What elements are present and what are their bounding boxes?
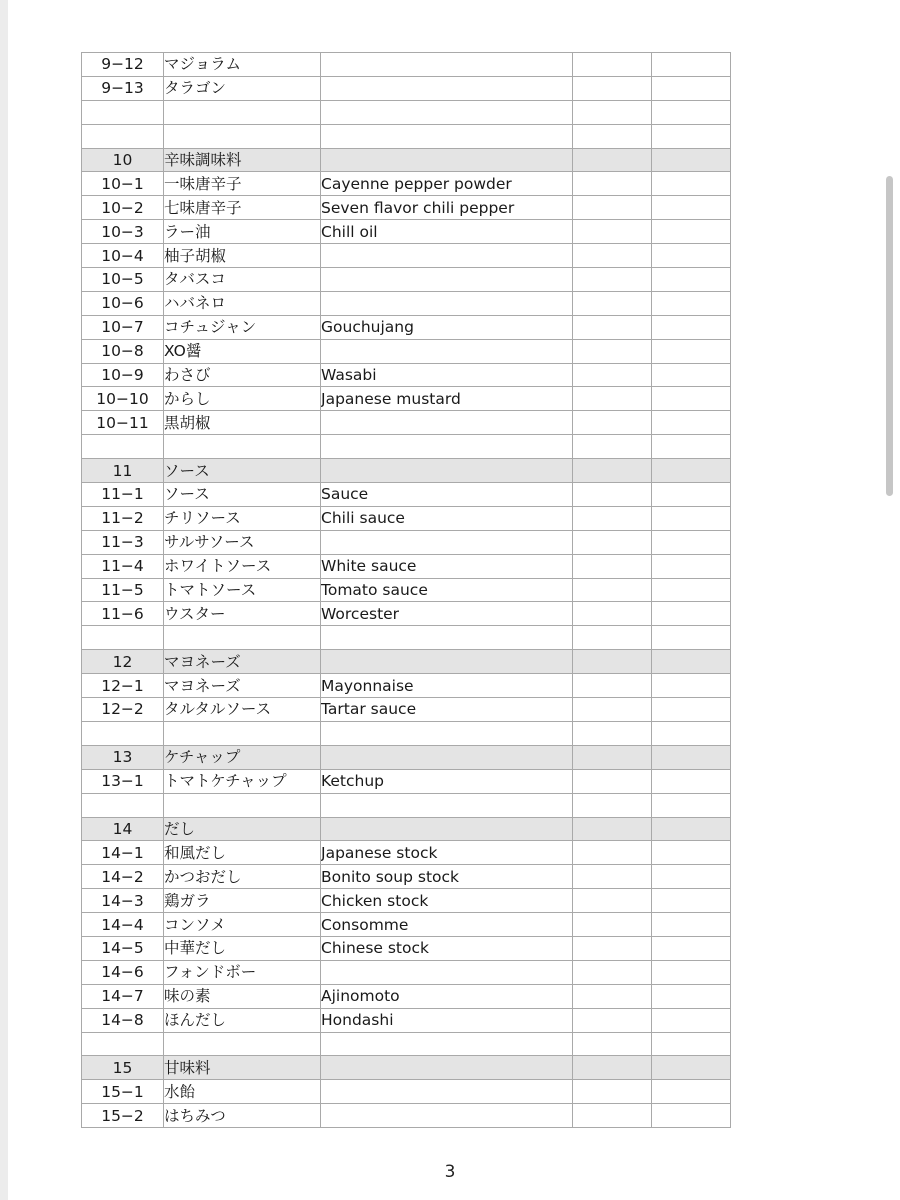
english-name-cell	[321, 435, 573, 459]
japanese-name-cell: ソース	[164, 483, 321, 507]
japanese-name-cell: からし	[164, 387, 321, 411]
table-row	[82, 769, 731, 793]
table-row	[82, 291, 731, 315]
empty-cell	[573, 268, 652, 292]
japanese-name-cell	[164, 793, 321, 817]
empty-cell	[573, 506, 652, 530]
empty-cell	[573, 960, 652, 984]
english-name-cell	[321, 100, 573, 124]
empty-cell	[573, 315, 652, 339]
english-name-cell: Cayenne pepper powder	[321, 172, 573, 196]
empty-cell	[573, 196, 652, 220]
item-number-cell	[82, 124, 164, 148]
table-row	[82, 220, 731, 244]
empty-cell	[652, 650, 731, 674]
empty-cell	[652, 53, 731, 77]
japanese-name-cell: ウスター	[164, 602, 321, 626]
english-name-cell	[321, 960, 573, 984]
english-name-cell	[321, 76, 573, 100]
empty-cell	[652, 483, 731, 507]
empty-cell	[573, 698, 652, 722]
table-row	[82, 960, 731, 984]
empty-cell	[652, 363, 731, 387]
empty-cell	[573, 483, 652, 507]
empty-cell	[652, 530, 731, 554]
item-number-cell: 14−1	[82, 841, 164, 865]
empty-cell	[652, 889, 731, 913]
empty-cell	[573, 674, 652, 698]
japanese-name-cell: 味の素	[164, 984, 321, 1008]
english-name-cell	[321, 291, 573, 315]
empty-cell	[652, 793, 731, 817]
blank-row	[82, 793, 731, 817]
empty-cell	[573, 148, 652, 172]
category-row	[82, 459, 731, 483]
japanese-name-cell: はちみつ	[164, 1104, 321, 1128]
item-number-cell: 15−2	[82, 1104, 164, 1128]
category-row	[82, 1056, 731, 1080]
table-row	[82, 1104, 731, 1128]
english-name-cell	[321, 626, 573, 650]
english-name-cell: Gouchujang	[321, 315, 573, 339]
item-number-cell: 14−2	[82, 865, 164, 889]
item-number-cell: 11−2	[82, 506, 164, 530]
item-number-cell: 11−4	[82, 554, 164, 578]
table-row	[82, 1080, 731, 1104]
empty-cell	[573, 936, 652, 960]
item-number-cell: 11	[82, 459, 164, 483]
empty-cell	[573, 100, 652, 124]
japanese-name-cell	[164, 100, 321, 124]
empty-cell	[652, 506, 731, 530]
empty-cell	[652, 124, 731, 148]
table-row	[82, 554, 731, 578]
japanese-name-cell: 七味唐辛子	[164, 196, 321, 220]
empty-cell	[573, 291, 652, 315]
japanese-name-cell: サルサソース	[164, 530, 321, 554]
empty-cell	[652, 1104, 731, 1128]
empty-cell	[652, 578, 731, 602]
english-name-cell	[321, 530, 573, 554]
item-number-cell: 13−1	[82, 769, 164, 793]
empty-cell	[652, 626, 731, 650]
category-row	[82, 148, 731, 172]
english-name-cell	[321, 745, 573, 769]
table-row	[82, 602, 731, 626]
table-row	[82, 984, 731, 1008]
empty-cell	[573, 339, 652, 363]
english-name-cell	[321, 411, 573, 435]
japanese-name-cell: チリソース	[164, 506, 321, 530]
item-number-cell: 15−1	[82, 1080, 164, 1104]
empty-cell	[652, 1032, 731, 1056]
english-name-cell: Sauce	[321, 483, 573, 507]
japanese-name-cell: ソース	[164, 459, 321, 483]
table-row	[82, 411, 731, 435]
japanese-name-cell: マヨネーズ	[164, 674, 321, 698]
empty-cell	[573, 387, 652, 411]
english-name-cell: Tomato sauce	[321, 578, 573, 602]
item-number-cell: 10−7	[82, 315, 164, 339]
english-name-cell	[321, 268, 573, 292]
item-number-cell: 10−10	[82, 387, 164, 411]
english-name-cell: Ajinomoto	[321, 984, 573, 1008]
japanese-name-cell: コチュジャン	[164, 315, 321, 339]
japanese-name-cell: 和風だし	[164, 841, 321, 865]
empty-cell	[573, 1032, 652, 1056]
empty-cell	[573, 220, 652, 244]
english-name-cell: Chill oil	[321, 220, 573, 244]
table-row	[82, 865, 731, 889]
empty-cell	[652, 674, 731, 698]
item-number-cell: 14−5	[82, 936, 164, 960]
category-row	[82, 817, 731, 841]
english-name-cell: Wasabi	[321, 363, 573, 387]
english-name-cell	[321, 339, 573, 363]
empty-cell	[573, 889, 652, 913]
table-row	[82, 1008, 731, 1032]
empty-cell	[573, 459, 652, 483]
empty-cell	[652, 817, 731, 841]
empty-cell	[652, 196, 731, 220]
english-name-cell	[321, 124, 573, 148]
japanese-name-cell: わさび	[164, 363, 321, 387]
english-name-cell: Ketchup	[321, 769, 573, 793]
empty-cell	[652, 960, 731, 984]
table-row	[82, 698, 731, 722]
empty-cell	[573, 411, 652, 435]
category-row	[82, 745, 731, 769]
empty-cell	[652, 841, 731, 865]
table-row	[82, 483, 731, 507]
empty-cell	[573, 1056, 652, 1080]
japanese-name-cell: ホワイトソース	[164, 554, 321, 578]
table-row	[82, 268, 731, 292]
english-name-cell	[321, 53, 573, 77]
empty-cell	[652, 554, 731, 578]
english-name-cell	[321, 1104, 573, 1128]
item-number-cell: 11−5	[82, 578, 164, 602]
empty-cell	[573, 76, 652, 100]
japanese-name-cell: 中華だし	[164, 936, 321, 960]
table-row	[82, 244, 731, 268]
english-name-cell: Bonito soup stock	[321, 865, 573, 889]
empty-cell	[573, 721, 652, 745]
table-row	[82, 339, 731, 363]
empty-cell	[573, 650, 652, 674]
item-number-cell: 10−6	[82, 291, 164, 315]
empty-cell	[652, 1056, 731, 1080]
empty-cell	[573, 53, 652, 77]
item-number-cell	[82, 435, 164, 459]
japanese-name-cell: マヨネーズ	[164, 650, 321, 674]
english-name-cell: Chinese stock	[321, 936, 573, 960]
empty-cell	[652, 315, 731, 339]
english-name-cell	[321, 244, 573, 268]
empty-cell	[652, 984, 731, 1008]
empty-cell	[573, 984, 652, 1008]
empty-cell	[652, 769, 731, 793]
english-name-cell: Seven flavor chili pepper	[321, 196, 573, 220]
japanese-name-cell: 黒胡椒	[164, 411, 321, 435]
blank-row	[82, 100, 731, 124]
japanese-name-cell: XO醤	[164, 339, 321, 363]
japanese-name-cell	[164, 1032, 321, 1056]
empty-cell	[573, 554, 652, 578]
empty-cell	[573, 841, 652, 865]
table-row	[82, 315, 731, 339]
item-number-cell: 11−3	[82, 530, 164, 554]
seasoning-table	[81, 52, 731, 1128]
japanese-name-cell: ケチャップ	[164, 745, 321, 769]
table-row	[82, 841, 731, 865]
empty-cell	[573, 578, 652, 602]
empty-cell	[652, 291, 731, 315]
empty-cell	[652, 913, 731, 937]
table-row	[82, 387, 731, 411]
empty-cell	[652, 1008, 731, 1032]
item-number-cell: 12−1	[82, 674, 164, 698]
empty-cell	[573, 363, 652, 387]
item-number-cell	[82, 721, 164, 745]
empty-cell	[573, 602, 652, 626]
item-number-cell: 10−4	[82, 244, 164, 268]
item-number-cell: 10	[82, 148, 164, 172]
english-name-cell	[321, 1056, 573, 1080]
item-number-cell: 14−7	[82, 984, 164, 1008]
item-number-cell: 12	[82, 650, 164, 674]
empty-cell	[573, 626, 652, 650]
empty-cell	[573, 865, 652, 889]
item-number-cell	[82, 626, 164, 650]
category-row	[82, 650, 731, 674]
english-name-cell: Tartar sauce	[321, 698, 573, 722]
japanese-name-cell: ほんだし	[164, 1008, 321, 1032]
blank-row	[82, 721, 731, 745]
item-number-cell	[82, 1032, 164, 1056]
english-name-cell: Chili sauce	[321, 506, 573, 530]
empty-cell	[573, 124, 652, 148]
blank-row	[82, 124, 731, 148]
japanese-name-cell: ラー油	[164, 220, 321, 244]
empty-cell	[652, 459, 731, 483]
empty-cell	[652, 1080, 731, 1104]
empty-cell	[652, 602, 731, 626]
table-row	[82, 363, 731, 387]
japanese-name-cell: タルタルソース	[164, 698, 321, 722]
empty-cell	[573, 1080, 652, 1104]
table-row	[82, 196, 731, 220]
empty-cell	[573, 817, 652, 841]
english-name-cell: Worcester	[321, 602, 573, 626]
japanese-name-cell: 鶏ガラ	[164, 889, 321, 913]
empty-cell	[652, 721, 731, 745]
item-number-cell: 14−4	[82, 913, 164, 937]
empty-cell	[652, 411, 731, 435]
english-name-cell	[321, 793, 573, 817]
empty-cell	[652, 76, 731, 100]
blank-row	[82, 435, 731, 459]
table-row	[82, 674, 731, 698]
item-number-cell: 9−13	[82, 76, 164, 100]
english-name-cell: Japanese stock	[321, 841, 573, 865]
empty-cell	[573, 1104, 652, 1128]
table-row	[82, 506, 731, 530]
item-number-cell: 14−3	[82, 889, 164, 913]
japanese-name-cell: 一味唐辛子	[164, 172, 321, 196]
empty-cell	[573, 435, 652, 459]
english-name-cell: White sauce	[321, 554, 573, 578]
page-number: 3	[444, 1162, 456, 1182]
english-name-cell: Hondashi	[321, 1008, 573, 1032]
item-number-cell: 10−3	[82, 220, 164, 244]
empty-cell	[652, 936, 731, 960]
empty-cell	[652, 435, 731, 459]
item-number-cell: 14−6	[82, 960, 164, 984]
item-number-cell	[82, 100, 164, 124]
english-name-cell	[321, 1032, 573, 1056]
item-number-cell: 10−11	[82, 411, 164, 435]
japanese-name-cell: かつおだし	[164, 865, 321, 889]
empty-cell	[652, 220, 731, 244]
english-name-cell: Consomme	[321, 913, 573, 937]
item-number-cell: 9−12	[82, 53, 164, 77]
japanese-name-cell: トマトケチャップ	[164, 769, 321, 793]
item-number-cell: 11−6	[82, 602, 164, 626]
empty-cell	[573, 1008, 652, 1032]
japanese-name-cell	[164, 721, 321, 745]
japanese-name-cell: コンソメ	[164, 913, 321, 937]
empty-cell	[652, 148, 731, 172]
table-row	[82, 76, 731, 100]
english-name-cell	[321, 817, 573, 841]
item-number-cell: 15	[82, 1056, 164, 1080]
blank-row	[82, 626, 731, 650]
table-row	[82, 913, 731, 937]
item-number-cell: 14	[82, 817, 164, 841]
empty-cell	[652, 339, 731, 363]
table-row	[82, 578, 731, 602]
japanese-name-cell: タラゴン	[164, 76, 321, 100]
empty-cell	[573, 530, 652, 554]
empty-cell	[573, 793, 652, 817]
japanese-name-cell: 辛味調味料	[164, 148, 321, 172]
item-number-cell: 10−5	[82, 268, 164, 292]
blank-row	[82, 1032, 731, 1056]
table-row	[82, 53, 731, 77]
item-number-cell	[82, 793, 164, 817]
japanese-name-cell: フォンドボー	[164, 960, 321, 984]
empty-cell	[652, 268, 731, 292]
english-name-cell	[321, 721, 573, 745]
japanese-name-cell	[164, 626, 321, 650]
japanese-name-cell: 水飴	[164, 1080, 321, 1104]
item-number-cell: 10−2	[82, 196, 164, 220]
empty-cell	[652, 100, 731, 124]
empty-cell	[573, 172, 652, 196]
item-number-cell: 12−2	[82, 698, 164, 722]
japanese-name-cell	[164, 124, 321, 148]
japanese-name-cell: マジョラム	[164, 53, 321, 77]
english-name-cell	[321, 650, 573, 674]
item-number-cell: 10−9	[82, 363, 164, 387]
viewer-left-edge	[0, 0, 8, 1200]
empty-cell	[652, 865, 731, 889]
japanese-name-cell: ハバネロ	[164, 291, 321, 315]
english-name-cell	[321, 1080, 573, 1104]
japanese-name-cell: 甘味料	[164, 1056, 321, 1080]
item-number-cell: 14−8	[82, 1008, 164, 1032]
japanese-name-cell: 柚子胡椒	[164, 244, 321, 268]
empty-cell	[573, 913, 652, 937]
english-name-cell	[321, 148, 573, 172]
table-row	[82, 172, 731, 196]
scrollbar-thumb[interactable]	[886, 176, 893, 496]
english-name-cell: Japanese mustard	[321, 387, 573, 411]
empty-cell	[573, 745, 652, 769]
table-row	[82, 889, 731, 913]
empty-cell	[652, 698, 731, 722]
japanese-name-cell	[164, 435, 321, 459]
empty-cell	[652, 244, 731, 268]
item-number-cell: 13	[82, 745, 164, 769]
english-name-cell	[321, 459, 573, 483]
empty-cell	[652, 745, 731, 769]
japanese-name-cell: トマトソース	[164, 578, 321, 602]
japanese-name-cell: タバスコ	[164, 268, 321, 292]
empty-cell	[573, 244, 652, 268]
japanese-name-cell: だし	[164, 817, 321, 841]
item-number-cell: 10−8	[82, 339, 164, 363]
table-row	[82, 530, 731, 554]
item-number-cell: 10−1	[82, 172, 164, 196]
table-row	[82, 936, 731, 960]
item-number-cell: 11−1	[82, 483, 164, 507]
empty-cell	[652, 172, 731, 196]
table-body	[82, 53, 731, 1128]
empty-cell	[652, 387, 731, 411]
english-name-cell: Chicken stock	[321, 889, 573, 913]
empty-cell	[573, 769, 652, 793]
english-name-cell: Mayonnaise	[321, 674, 573, 698]
